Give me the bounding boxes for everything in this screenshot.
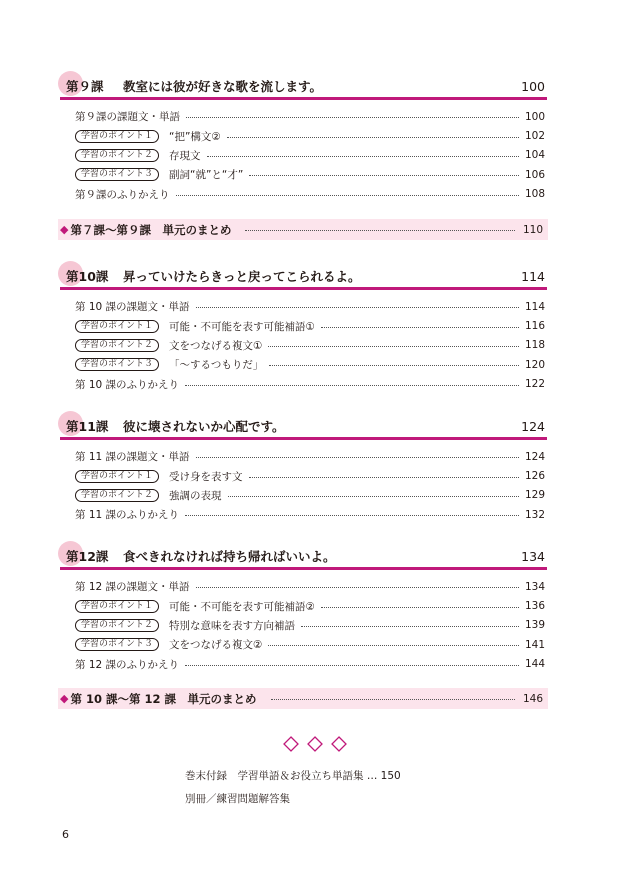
dot-leader — [271, 699, 515, 700]
entry-label: 存現文 — [169, 149, 201, 162]
entry-page: 134 — [524, 580, 545, 593]
entry-label: 第 10 課の課題文・単語 — [75, 301, 190, 314]
entry-page: 116 — [524, 320, 545, 333]
toc-entry[interactable] — [60, 375, 547, 394]
chapter-11 — [60, 418, 547, 525]
point-badge: 学習のポイント２ — [75, 489, 159, 502]
toc-entry[interactable] — [60, 165, 547, 184]
chapter-number: 第12課 — [66, 549, 109, 564]
summary-label: 第７課～第９課 単元のまとめ — [70, 222, 232, 237]
chapter-10 — [60, 268, 547, 394]
toc-entry[interactable] — [60, 355, 547, 374]
toc-entry[interactable] — [60, 505, 547, 524]
summary-page: 146 — [522, 692, 543, 705]
dot-leader — [196, 307, 519, 308]
entry-page: 106 — [524, 168, 545, 181]
entry-label: 第９課のふりかえり — [75, 188, 170, 201]
dot-leader — [186, 117, 519, 118]
entry-page: 126 — [524, 470, 545, 483]
toc-entry[interactable] — [60, 146, 547, 165]
toc-entry[interactable] — [60, 316, 547, 335]
dot-leader — [249, 175, 519, 176]
chapter-number: 第10課 — [66, 269, 109, 284]
dot-leader — [321, 607, 519, 608]
point-badge: 学習のポイント２ — [75, 149, 159, 162]
chapter-heading — [60, 548, 547, 576]
point-badge: 学習のポイント１ — [75, 470, 159, 483]
entry-page: 120 — [524, 358, 545, 371]
chapter-page: 134 — [521, 549, 545, 564]
entry-label: 可能・不可能を表す可能補語② — [169, 600, 315, 613]
entry-page: 104 — [524, 149, 545, 162]
entry-page: 122 — [524, 378, 545, 391]
entry-page: 124 — [524, 450, 545, 463]
toc-entry[interactable] — [60, 185, 547, 204]
entry-page: 144 — [524, 658, 545, 671]
point-badge: 学習のポイント１ — [75, 320, 159, 333]
toc-entry[interactable] — [60, 596, 547, 615]
point-badge: 学習のポイント３ — [75, 358, 159, 371]
toc-entry[interactable] — [60, 616, 547, 635]
chapter-rule — [60, 287, 547, 290]
toc-entry[interactable] — [60, 336, 547, 355]
entry-label: “把”構文② — [169, 130, 221, 143]
toc-entry[interactable] — [60, 126, 547, 145]
chapter-page: 114 — [521, 269, 545, 284]
entry-label: 文をつなげる複文② — [169, 639, 263, 652]
dot-leader — [227, 137, 519, 138]
chapter-number: 第11課 — [66, 419, 109, 434]
unit-summary[interactable] — [58, 219, 548, 240]
entry-label: 強調の表現 — [169, 489, 222, 502]
unit-summary[interactable] — [58, 688, 548, 709]
entry-page: 108 — [524, 188, 545, 201]
entry-page: 141 — [524, 638, 545, 651]
dot-leader — [176, 195, 519, 196]
entry-page: 114 — [524, 300, 545, 313]
entry-label: 第 11 課の課題文・単語 — [75, 451, 190, 464]
chapter-title[interactable]: 教室には彼が好きな歌を流します。 — [123, 79, 323, 94]
dot-leader — [321, 327, 519, 328]
toc-entry[interactable] — [60, 486, 547, 505]
chapter-9 — [60, 78, 547, 204]
dot-leader — [228, 496, 519, 497]
entry-label: 副詞“就”と“才” — [169, 169, 244, 182]
dot-leader — [268, 346, 519, 347]
outline-diamond-icon — [331, 736, 347, 752]
entry-label: 特別な意味を表す方向補語 — [169, 619, 296, 632]
point-badge: 学習のポイント３ — [75, 638, 159, 651]
dot-leader — [269, 365, 519, 366]
chapter-page: 100 — [521, 79, 545, 94]
point-badge: 学習のポイント１ — [75, 600, 159, 613]
point-badge: 学習のポイント３ — [75, 168, 159, 181]
entry-label: 「～するつもりだ」 — [169, 359, 264, 372]
chapter-heading — [60, 418, 547, 446]
entry-label: 可能・不可能を表す可能補語① — [169, 320, 315, 333]
diamond-icon: ◆ — [60, 692, 69, 705]
toc-entry[interactable] — [60, 655, 547, 674]
dot-leader — [185, 515, 519, 516]
chapter-title[interactable]: 食べきれなければ持ち帰ればいいよ。 — [123, 549, 336, 564]
chapter-page: 124 — [521, 419, 545, 434]
point-badge: 学習のポイント２ — [75, 339, 159, 352]
chapter-number: 第９課 — [66, 79, 104, 94]
point-badge: 学習のポイント１ — [75, 130, 159, 143]
entry-page: 102 — [524, 130, 545, 143]
supplement-line[interactable]: 別冊／練習問題解答集 — [185, 793, 290, 805]
entry-label: 第 12 課のふりかえり — [75, 658, 180, 671]
summary-label: 第 10 課～第 12 課 単元のまとめ — [70, 691, 257, 706]
diamond-ornament — [0, 736, 629, 752]
chapter-12 — [60, 548, 547, 674]
chapter-heading — [60, 268, 547, 296]
outline-diamond-icon — [307, 736, 323, 752]
chapter-heading — [60, 78, 547, 106]
entry-label: 第 10 課のふりかえり — [75, 378, 180, 391]
chapter-rule — [60, 567, 547, 570]
toc-entry[interactable] — [60, 297, 547, 316]
dot-leader — [207, 156, 519, 157]
dot-leader — [196, 457, 519, 458]
entry-page: 136 — [524, 600, 545, 613]
dot-leader — [185, 665, 519, 666]
entry-label: 受け身を表す文 — [169, 470, 243, 483]
outline-diamond-icon — [283, 736, 299, 752]
chapter-title[interactable]: 彼に壊されないか心配です。 — [123, 419, 285, 434]
entry-label: 第９課の課題文・単語 — [75, 111, 180, 124]
chapter-title[interactable]: 昇っていけたらきっと戻ってこられるよ。 — [123, 269, 361, 284]
diamond-icon: ◆ — [60, 223, 69, 236]
entry-page: 132 — [524, 508, 545, 521]
chapter-rule — [60, 437, 547, 440]
dot-leader — [245, 230, 514, 231]
point-badge: 学習のポイント２ — [75, 619, 159, 632]
entry-page: 139 — [524, 619, 545, 632]
dot-leader — [268, 645, 519, 646]
dot-leader — [185, 385, 519, 386]
toc-entry[interactable] — [60, 635, 547, 654]
entry-page: 129 — [524, 489, 545, 502]
entry-label: 第 11 課のふりかえり — [75, 509, 180, 522]
toc-entry[interactable] — [60, 577, 547, 596]
chapter-rule — [60, 97, 547, 100]
toc-entry[interactable] — [60, 466, 547, 485]
summary-page: 110 — [522, 223, 543, 236]
entry-page: 100 — [524, 110, 545, 123]
entry-page: 118 — [524, 339, 545, 352]
entry-label: 第 12 課の課題文・単語 — [75, 581, 190, 594]
dot-leader — [196, 587, 519, 588]
page-number: 6 — [62, 828, 69, 841]
appendix-line[interactable]: 巻末付録 学習単語＆お役立ち単語集 … 150 — [185, 770, 401, 782]
dot-leader — [301, 626, 519, 627]
toc-entry[interactable] — [60, 447, 547, 466]
entry-label: 文をつなげる複文① — [169, 339, 263, 352]
dot-leader — [249, 477, 519, 478]
toc-entry[interactable] — [60, 107, 547, 126]
